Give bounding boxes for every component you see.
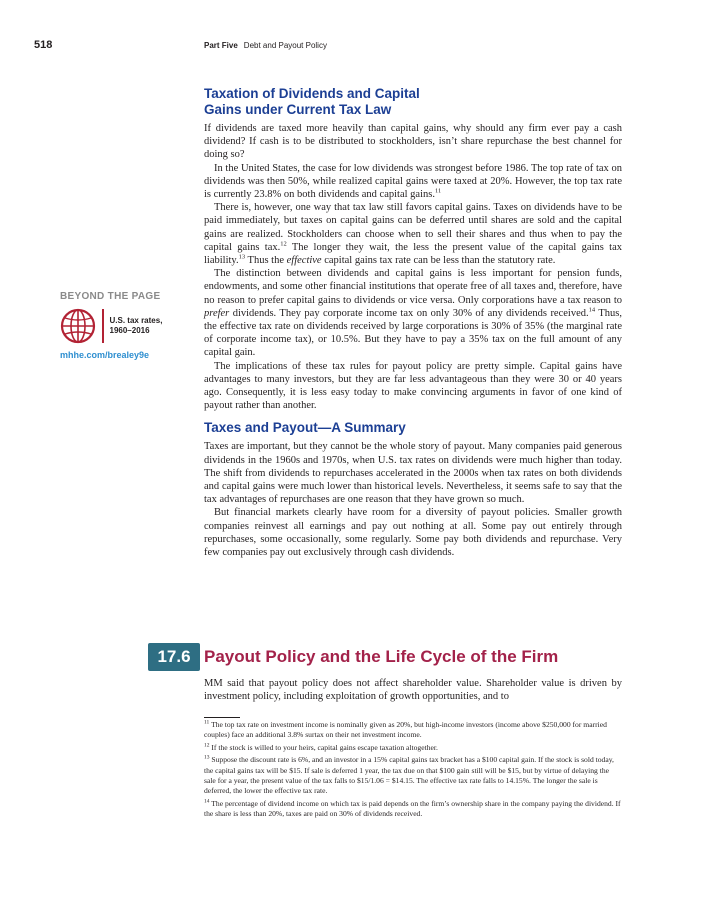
section-number-badge: 17.6 — [148, 643, 200, 671]
sidebar-title: BEYOND THE PAGE — [60, 291, 161, 302]
footnote-divider — [204, 717, 240, 718]
paragraph-text: There is, however, one way that tax law still favors capital gains. Taxes on dividends have to be paid immediately, but taxes on capital gains can be deferred until shares are sold and the capital gains are realized. Stockholders can choose when to sell their shares and thus when to pay the capital gains tax. — [204, 202, 622, 253]
paragraph-text: Thus, the effective tax rate on dividends received by large corporations is 30% of 35% (the marginal rate of corporate income tax), or 10.5%. But they have to pay a 35% tax on the full amount of any capital gain. — [204, 307, 622, 359]
sidebar-resource-label — [110, 316, 163, 336]
sidebar-link[interactable]: mhhe.com/brealey9e — [60, 350, 150, 360]
paragraph-text: The longer they wait, the less the present value of the capital gains tax liability. — [204, 241, 622, 267]
section-intro — [204, 677, 622, 703]
footnote — [204, 799, 622, 820]
major-section-heading — [148, 643, 628, 671]
paragraph-text: In the United States, the case for low dividends was strongest before 1986. The top rate of tax on dividends was then 50%, while realized capital gains were taxed at 20%. However, the top tax rate is currently 23.8% on both dividends and capital gains. — [204, 162, 622, 201]
footnote-number: 11 — [204, 719, 210, 726]
footnote-ref[interactable]: 11 — [434, 187, 442, 195]
footnotes — [204, 720, 622, 822]
running-head — [204, 41, 327, 50]
sidebar-resource[interactable] — [60, 308, 190, 344]
footnote-text: If the stock is willed to your heirs, capital gains escape taxation altogether. — [211, 742, 438, 752]
paragraph: If dividends are taxed more heavily than capital gains, why should any firm ever pay a cash dividend? If cash is to be distributed to stockholders, isn’t share repurchase the best channel for doing so? — [204, 123, 622, 161]
paragraph-text: capital gains tax rate can be less than the statutory rate. — [321, 255, 556, 267]
section-heading-summary: Taxes and Payout—A Summary — [204, 420, 406, 436]
heading-line-1: Taxation of Dividends and Capital — [204, 86, 420, 101]
paragraph-text: Thus the — [245, 255, 287, 267]
page-header — [0, 39, 702, 55]
footnote-number: 13 — [204, 754, 210, 761]
paragraph: MM said that payout policy does not affect shareholder value. Shareholder value is driven by investment policy, including exploitation of growth opportunities, and to — [204, 678, 622, 703]
part-label: Part Five — [204, 41, 238, 50]
main-column — [204, 86, 622, 559]
emphasis: prefer — [204, 307, 230, 319]
globe-icon — [60, 308, 96, 344]
footnote — [204, 743, 622, 753]
paragraph-text: dividends. They pay corporate income tax on only 30% of any dividends received. — [229, 307, 589, 319]
heading-line-2: Gains under Current Tax Law — [204, 102, 392, 117]
footnote-number: 12 — [204, 742, 210, 749]
major-section-title: Payout Policy and the Life Cycle of the Firm — [204, 647, 559, 666]
footnote-ref[interactable]: 14 — [588, 306, 596, 314]
page-number: 518 — [34, 39, 53, 51]
paragraph — [204, 201, 622, 267]
section-heading-taxation — [204, 86, 622, 118]
sidebar-text-line-1: U.S. tax rates, — [109, 316, 163, 325]
paragraph: The implications of these tax rules for payout policy are pretty simple. Capital gains have advantages to many investors, but they are far less advantageous than they were 30 or 40 years ago. Consequently, it is less easy today to make convincing arguments in favor of one kind of payout rather than another. — [204, 360, 622, 412]
part-title: Debt and Payout Policy — [243, 41, 327, 50]
footnote-text: The top tax rate on investment income is nominally given as 20%, but high-income investors (income above $250,000 for married couples) face an additional 3.8% surtax on their net investment income. — [204, 720, 607, 740]
footnote-number: 14 — [204, 798, 210, 805]
paragraph — [204, 162, 622, 202]
sidebar-divider — [102, 309, 104, 343]
sidebar-text-line-2: 1960–2016 — [109, 326, 150, 335]
paragraph: But financial markets clearly have room for a diversity of payout policies. Smaller growth companies reinvest all earnings and pay out nothing at all. Some pay out entirely through repurchases, some occasionally, some regularly. Some pay both dividends and repurchase. Very few companies pay out exclusively through cash dividends. — [204, 507, 622, 559]
footnote-text: Suppose the discount rate is 6%, and an investor in a 15% capital gains tax bracket has a $100 capital gain. If the stock is sold today, the capital gains tax will be $15. If sale is deferred 1 year, the tax due on that $100 gain still will be $15, but by virtue of delaying the sale for a year, the present value of the tax falls to $15/1.06 = $14.15. The effective tax rate falls to 14.15%. The longer the sale is deferred, the lower the effective tax rate. — [204, 755, 614, 796]
footnote-ref[interactable]: 12 — [280, 240, 287, 248]
paragraph: Taxes are important, but they cannot be the whole story of payout. Many companies paid generous dividends in the 1960s and 1970s, when U.S. tax rates on dividends were much higher than today. The shift from dividends to repurchases accelerated in the 2000s when tax rates on both dividends and capital gains were much lower than historical levels. Nevertheless, it seems safe to say that the tax advantages of repurchases are one reason that they have grown so much. — [204, 441, 622, 506]
paragraph-text: The distinction between dividends and capital gains is less important for pension funds, endowments, and some other financial institutions that operate free of all taxes and, therefore, have no reason to prefer capital gains to dividends or vice versa. Only corporations have a tax reason to — [204, 268, 622, 306]
footnote — [204, 755, 622, 797]
beyond-the-page-sidebar — [60, 291, 190, 360]
footnote-text: The percentage of dividend income on which tax is paid depends on the firm’s ownership share in the company paying the dividend. If the share is less than 20%, taxes are paid on 30% of dividends received. — [204, 798, 621, 819]
paragraph — [204, 267, 622, 359]
emphasis: effective — [286, 255, 322, 267]
footnote — [204, 720, 622, 741]
footnote-ref[interactable]: 13 — [238, 253, 246, 261]
